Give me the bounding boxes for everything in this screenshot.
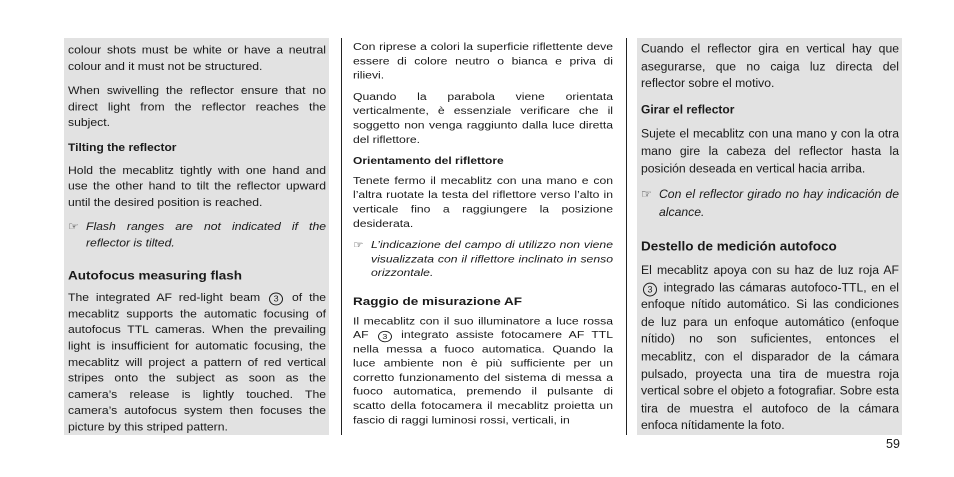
spanish-column [637, 38, 902, 435]
note [68, 219, 326, 251]
column-divider [341, 38, 342, 435]
reference-number-badge: 3 [269, 293, 283, 306]
paragraph: Cuando el reflector gira en vertical hay que asegurarse, que no caiga luz directa del reflector sobre el motivo. [641, 41, 899, 91]
note-text: Con el reflector girado no hay indicación de alcance. [659, 187, 899, 219]
pointing-hand-icon: ☞ [68, 220, 79, 234]
paragraph: colour shots must be white or have a neutral colour and it must not be structured. [68, 43, 326, 73]
pointing-hand-icon: ☞ [641, 187, 652, 202]
paragraph: Hold the mecablitz tightly with one hand and use the other hand to tilt the reflector upward until the desired position is reached. [68, 163, 326, 209]
section-heading-af: Autofocus measuring flash [68, 268, 243, 283]
paragraph-af: Il mecablitz con il suo illuminatore a luce rossa AF 3 integrato assiste fotocamere AF TTL nella messa a fuoco automatica. Quando la luce ambiente non è più sufficiente per un corretto funzionamento del sistema di messa a fuoco automatica, premendo il pulsante di scatto della fotocamera il mecablitz proietta un fascio di raggi luminosi rossi, verticali, in [353, 315, 613, 426]
note-text: Flash ranges are not indicated if the reflector is tilted. [86, 220, 326, 250]
english-column [64, 38, 329, 435]
paragraph: Sujete el mecablitz con una mano y con la otra mano gire la cabeza del reflector hasta la posición deseada en vertical hacia arriba. [641, 126, 899, 176]
subheading-girar: Girar el reflector [641, 102, 735, 117]
italian-column [353, 38, 615, 435]
section-heading-af: Raggio de misurazione AF [353, 295, 523, 308]
column-divider [626, 38, 627, 435]
paragraph-af: The integrated AF red-light beam 3 of the mecablitz supports the automatic focusing of autofocus TTL cameras. When the prevailing light is insufficient for automatic focusing, the mecablitz will project a pattern of red vertical stripes onto the subject as soon as the camera’s release is lightly touched. The camera’s autofocus system then focuses the picture by this striped pattern. [68, 290, 327, 434]
reference-number-badge: 3 [378, 331, 392, 342]
section-heading-af: Destello de medición autofoco [641, 238, 837, 254]
page-number: 59 [886, 437, 900, 451]
note-text: L’indicazione del campo di utilizzo non viene visualizzata con il riflettore inclinato in senso orizzontale. [371, 239, 613, 279]
note [353, 238, 613, 281]
paragraph-af: El mecablitz apoya con su haz de luz roja AF 3 integrado las cámaras autofoco-TTL, en el enfoque nítido automático. Si las condiciones de luz para un enfoque automático (enfoque nítido) no son suficientes, entonces el mecablitz, con el disparador de la cámara pulsado, proyecta una tira de muestra roja vertical sobre el objeto a fotografiar. Sobre esta tira de muestra el autofoco de la cámara enfoca nítidamente la foto. [641, 262, 899, 433]
paragraph: When swivelling the reflector ensure that no direct light from the reflector reaches the subject. [68, 84, 326, 130]
note [641, 187, 899, 222]
subheading-tilting: Tilting the reflector [68, 140, 177, 154]
paragraph: Tenete fermo il mecablitz con una mano e con l’altra ruotate la testa del riflettore verso l’alto in verticale fino a raggiungere la posizione desiderata. [353, 174, 613, 229]
reference-number-badge: 3 [643, 282, 657, 296]
pointing-hand-icon: ☞ [353, 239, 364, 251]
subheading-orientamento: Orientamento del riflettore [353, 155, 504, 167]
paragraph: Quando la parabola viene orientata verticalmente, è essenziale verificare che il soggetto non venga raggiunto dalla luce diretta del riflettore. [353, 91, 613, 145]
paragraph: Con riprese a colori la superficie riflettente deve essere di colore neutro o bianca e priva di rilievi. [353, 41, 613, 81]
